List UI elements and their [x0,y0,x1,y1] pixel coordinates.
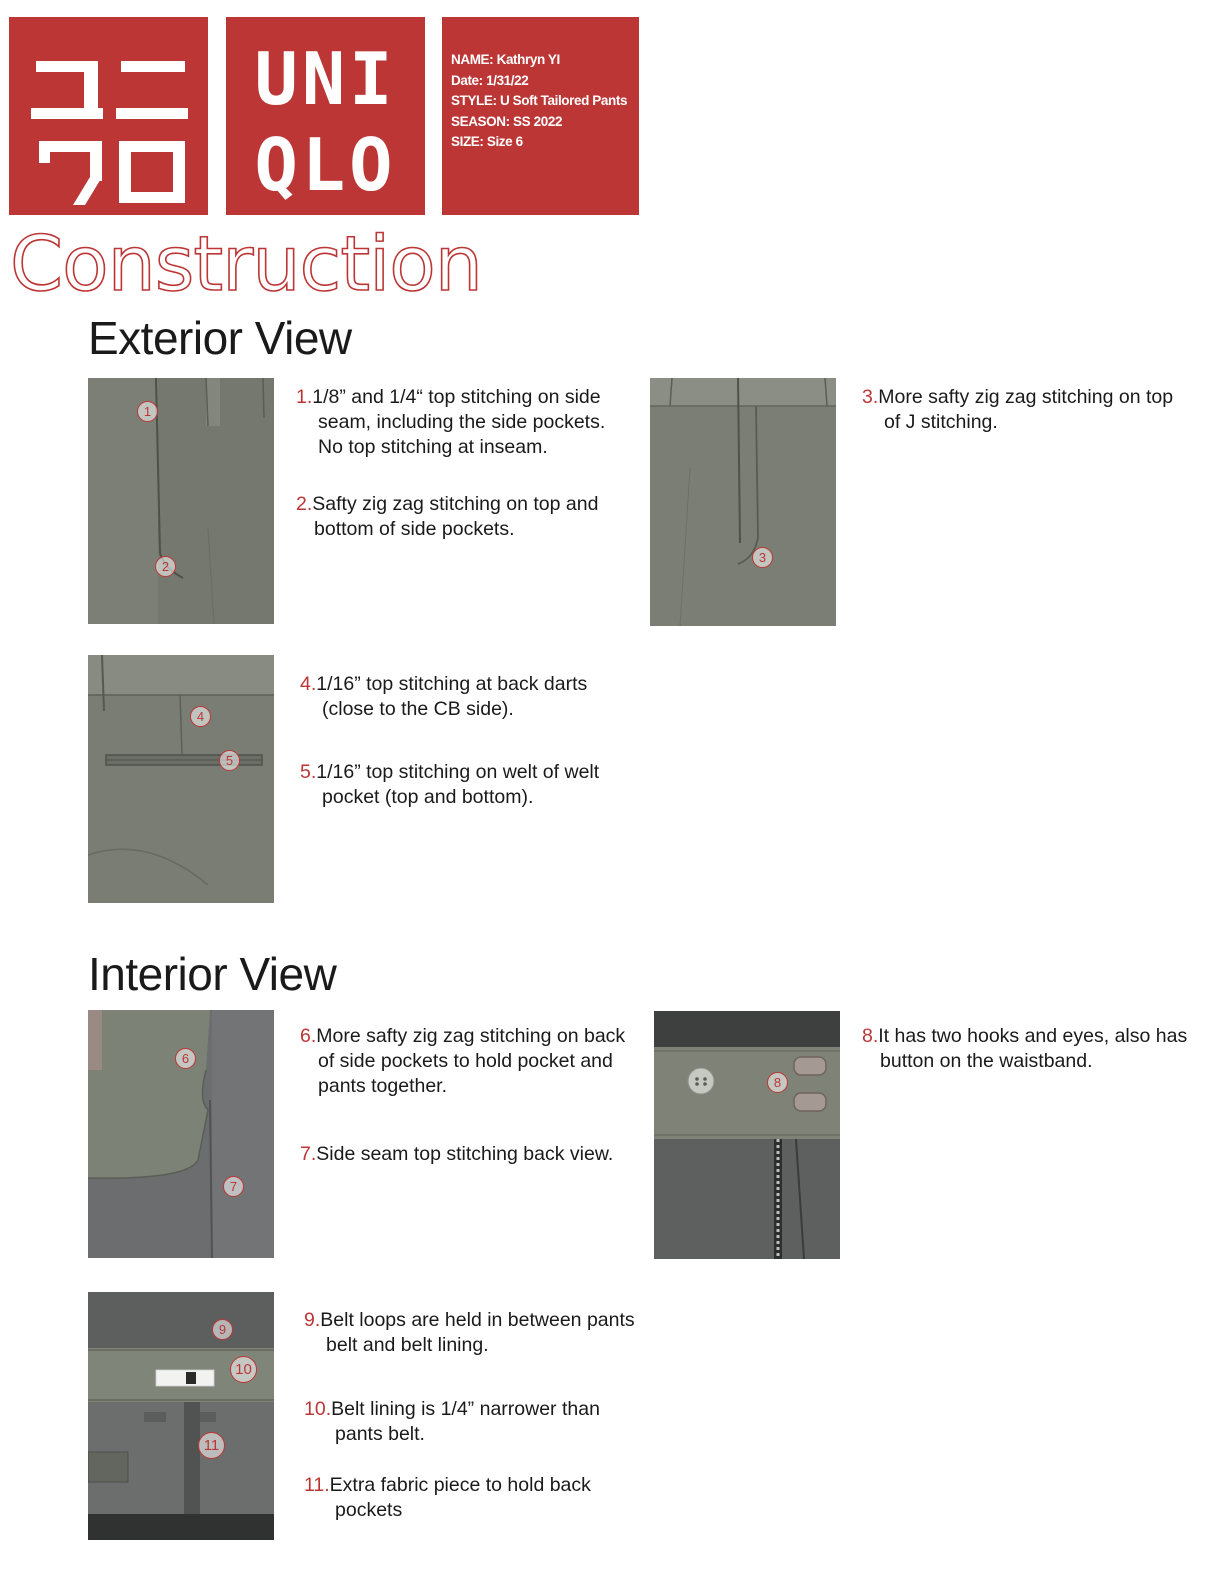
uniqlo-katakana-logo [9,17,208,215]
exterior-heading: Exterior View [88,312,352,364]
note-11-number: 11. [304,1474,330,1496]
logo-top-text: UNI [254,37,397,121]
note-2-line-1: Safty zig zag stitching on top and [312,493,599,515]
marker-2: 2 [155,556,176,577]
page-title: Construction [10,219,482,308]
note-9-number: 9. [304,1309,321,1331]
note-5-line-1: 1/16” top stitching on welt of welt [316,761,600,783]
note-7-number: 7. [300,1143,317,1165]
note-3 [862,385,1202,435]
exterior-side-seam-photo [88,378,274,624]
note-9-line-1: Belt loops are held in between pants [320,1309,635,1331]
exterior-j-stitch-photo [650,378,836,626]
interior-side-pocket-photo [88,1010,274,1258]
note-10 [304,1397,654,1447]
note-2-number: 2. [296,493,313,515]
note-5 [300,760,630,810]
note-2 [296,492,626,542]
marker-10: 10 [230,1356,257,1383]
exterior-back-pocket-photo [88,655,274,903]
note-7 [300,1142,640,1167]
note-3-number: 3. [862,386,879,408]
note-10-number: 10. [304,1398,332,1420]
note-11 [304,1473,654,1523]
marker-11: 11 [198,1432,225,1459]
info-size: SIZE: Size 6 [451,134,523,149]
uniqlo-latin-logo [226,17,425,215]
note-1-line-3: No top stitching at inseam. [318,436,548,458]
note-3-line-2: of J stitching. [884,411,998,433]
note-11-line-1: Extra fabric piece to hold back [329,1474,591,1496]
marker-9: 9 [212,1319,233,1340]
spec-info-box [442,17,639,215]
note-9-line-2: belt and belt lining. [326,1334,489,1356]
note-11-line-2: pockets [335,1499,403,1521]
interior-heading: Interior View [88,948,337,1000]
note-3-line-1: More safty zig zag stitching on top [878,386,1174,408]
note-5-line-2: pocket (top and bottom). [322,786,534,808]
interior-waistband-hook-photo [654,1011,840,1259]
note-1 [296,385,626,460]
note-9 [304,1308,654,1358]
note-4-number: 4. [300,673,317,695]
marker-5: 5 [219,750,240,771]
note-8-line-1: It has two hooks and eyes, also has [878,1025,1188,1047]
note-8 [862,1024,1212,1074]
marker-1: 1 [137,401,158,422]
marker-7: 7 [223,1176,244,1197]
info-name: NAME: Kathryn YI [451,52,560,67]
marker-8: 8 [767,1072,788,1093]
note-6-line-1: More safty zig zag stitching on back [316,1025,626,1047]
logo-bottom-text: QLO [254,123,397,207]
note-7-line-1: Side seam top stitching back view. [316,1143,614,1165]
note-8-line-2: button on the waistband. [880,1050,1093,1072]
note-2-line-2: bottom of side pockets. [314,518,515,540]
note-6-number: 6. [300,1025,317,1047]
marker-3: 3 [752,547,773,568]
note-1-line-2: seam, including the side pockets. [318,411,606,433]
info-style: STYLE: U Soft Tailored Pants [451,93,628,108]
note-5-number: 5. [300,761,317,783]
note-10-line-2: pants belt. [335,1423,425,1445]
note-4 [300,672,630,722]
katakana-logo-mark [9,17,208,215]
note-6 [300,1024,640,1099]
info-date: Date: 1/31/22 [451,72,529,88]
note-6-line-3: pants together. [318,1075,448,1097]
note-8-number: 8. [862,1025,879,1047]
marker-6: 6 [175,1048,196,1069]
note-4-line-1: 1/16” top stitching at back darts [316,673,588,695]
note-6-line-2: of side pockets to hold pocket and [318,1050,613,1072]
info-season: SEASON: SS 2022 [451,113,563,129]
interior-belt-lining-photo [88,1292,274,1540]
note-10-line-1: Belt lining is 1/4” narrower than [331,1398,600,1420]
marker-4: 4 [190,706,211,727]
note-1-number: 1. [296,386,313,408]
note-1-line-1: 1/8” and 1/4“ top stitching on side [312,386,601,408]
note-4-line-2: (close to the CB side). [322,698,514,720]
